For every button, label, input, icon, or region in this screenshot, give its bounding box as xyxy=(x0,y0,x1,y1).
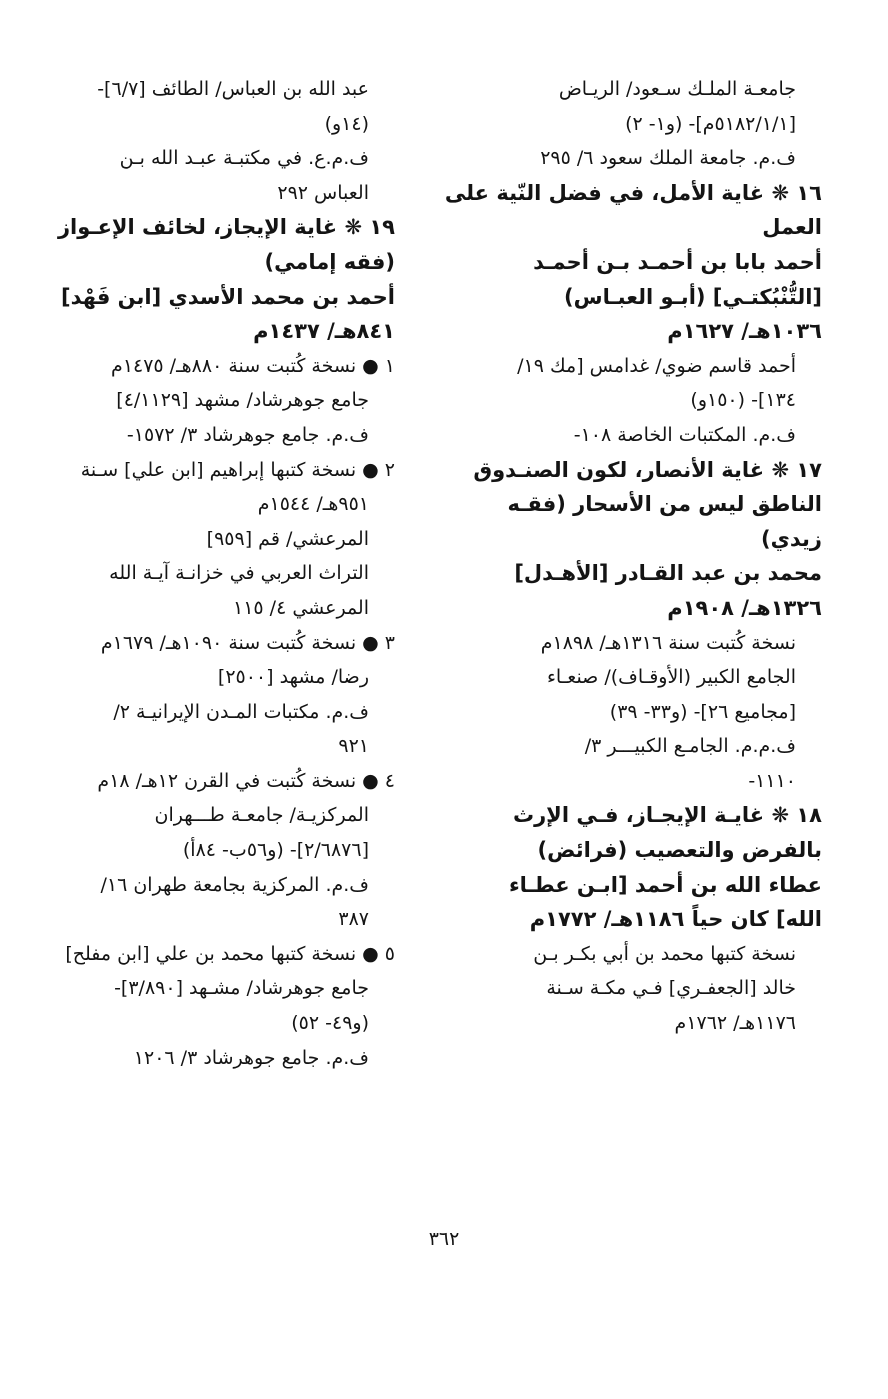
entry-text-line: (١٤و) xyxy=(324,112,369,135)
right-column xyxy=(430,72,822,1041)
entry-text-line: عبد الله بن العباس/ الطائف [٦/٧]- xyxy=(97,78,369,100)
entry-text-line: ٥ ● نسخة كتبها محمد بن علي [ابن مفلح] xyxy=(65,942,395,965)
entry-heading-line: الله] كان حياً ١١٨٦هـ/ ١٧٧٢م xyxy=(529,907,822,932)
entry-heading-line: محمد بن عبد القـادر [الأهـدل] xyxy=(514,561,822,586)
entry-heading-line: أحمد بن محمد الأسدي [ابن فَهْد] xyxy=(60,284,395,309)
entry-text-line: ١٣٤]- (١٥٠و) xyxy=(690,389,796,412)
entry-text-line: ١١١٠- xyxy=(748,769,796,792)
entry-text-line: نسخة كُتبت سنة ١٣١٦هـ/ ١٨٩٨م xyxy=(540,631,796,654)
entry-text-line: ف.م. جامع جوهرشاد ٣/ ١٥٧٢- xyxy=(126,423,369,446)
entry-heading-line: العمل xyxy=(762,215,822,240)
entry-text-line: ٢ ● نسخة كتبها إبراهيم [ابن علي] سـنة xyxy=(80,458,395,481)
entry-text-line: [مجاميع ٢٦]- (و٣٣- ٣٩) xyxy=(609,700,796,723)
entry-heading-line: ١٩ ❋ غاية الإيجاز، لخائف الإعـواز xyxy=(57,215,395,240)
entry-text-line: ١١٧٦هـ/ ١٧٦٢م xyxy=(674,1012,796,1035)
entry-heading-line: عطاء الله بن أحمد [ابـن عطـاء xyxy=(508,872,822,897)
entry-heading-line: ١٣٢٦هـ/ ١٩٠٨م xyxy=(667,595,822,620)
entry-text-line: رضا/ مشهد [٢٥٠٠] xyxy=(217,666,369,689)
entry-heading-line: أحمد بابا بن أحمـد بـن أحمـد xyxy=(533,249,822,274)
entry-heading-line: الناطق ليس من الأسحار (فقـه xyxy=(507,492,822,517)
entry-text-line: المرعشي ٤/ ١١٥ xyxy=(233,596,369,619)
entry-heading-line: زيدي) xyxy=(761,526,822,551)
entry-text-line: ٩٥١هـ/ ١٥٤٤م xyxy=(257,493,369,516)
entry-text-line: [٥١٨٢/١/١م]- (و١- ٢) xyxy=(625,112,796,135)
entry-text-line: ١ ● نسخة كُتبت سنة ٨٨٠هـ/ ١٤٧٥م xyxy=(111,354,395,377)
entry-text-line: التراث العربي في خزانـة آيـة الله xyxy=(109,562,369,585)
entry-heading-line: ١٠٣٦هـ/ ١٦٢٧م xyxy=(667,319,822,344)
entry-heading-line: [التُّنْبُكتـي] (أبـو العبـاس) xyxy=(564,284,822,309)
entry-text-line: أحمد قاسم ضوي/ غدامس [مك ١٩/ xyxy=(517,354,796,377)
entry-text-line: الجامع الكبير (الأوقـاف)/ صنعـاء xyxy=(546,666,796,689)
entry-text-line: المركزيـة/ جامعـة طـــهران xyxy=(154,804,369,827)
page-number: ٣٦٢ xyxy=(428,1228,460,1250)
entry-text-line: جامع جوهرشاد/ مشـهد [٣/٨٩٠]- xyxy=(114,977,369,1000)
entry-heading-line: ١٨ ❋ غايـة الإيجـاز، فـي الإرث xyxy=(512,803,822,828)
entry-text-line: (و٤٩- ٥٢) xyxy=(291,1012,369,1035)
entry-text-line: ف.م. جامعة الملك سعود ٦/ ٢٩٥ xyxy=(540,147,796,170)
entry-text-line: نسخة كتبها محمد بن أبي بكـر بـن xyxy=(533,942,796,965)
entry-heading-line: ١٦ ❋ غاية الأمل، في فضل النّية على xyxy=(444,180,822,205)
entry-text-line: ٣ ● نسخة كُتبت سنة ١٠٩٠هـ/ ١٦٧٩م xyxy=(100,631,395,654)
entry-text-line: ٩٢١ xyxy=(338,735,369,758)
entry-text-line: ف.م.ع. في مكتبـة عبـد الله بـن xyxy=(119,147,369,170)
entry-text-line: ف.م.م. الجامـع الكبيـــر ٣/ xyxy=(584,735,796,758)
entry-text-line: جامعـة الملـك سـعود/ الريـاض xyxy=(558,78,796,100)
entry-text-line: ف.م. مكتبات المـدن الإيرانيـة ٢/ xyxy=(113,700,369,723)
entry-text-line: العباس ٢٩٢ xyxy=(277,181,369,204)
entry-heading-line: ٨٤١هـ/ ١٤٣٧م xyxy=(253,319,395,344)
entry-heading-line: ١٧ ❋ غاية الأنصار، لكون الصنـدوق xyxy=(473,457,822,482)
entry-text-line: [٢/٦٨٧٦]- (و٥٦ب- ٨٤أ) xyxy=(182,839,369,862)
entry-text-line: ف.م. المركزية بجامعة طهران ١٦/ xyxy=(100,873,369,896)
left-column xyxy=(55,72,395,1075)
entry-text-line: ف.م. جامع جوهرشاد ٣/ ١٢٠٦ xyxy=(133,1046,369,1069)
entry-heading-line: (فقه إمامي) xyxy=(264,249,395,274)
entry-text-line: خالد [الجعفـري] فـي مكـة سـنة xyxy=(546,977,796,1000)
entry-text-line: ف.م. المكتبات الخاصة ١٠٨- xyxy=(573,423,796,446)
entry-text-line: ٣٨٧ xyxy=(338,908,369,931)
entry-heading-line: بالفرض والتعصيب (فرائض) xyxy=(537,838,822,863)
entry-text-line: جامع جوهرشاد/ مشهد [٤/١١٢٩] xyxy=(116,389,369,412)
entry-text-line: ٤ ● نسخة كُتبت في القرن ١٢هـ/ ١٨م xyxy=(97,769,395,792)
entry-text-line: المرعشي/ قم [٩٥٩] xyxy=(206,527,369,550)
